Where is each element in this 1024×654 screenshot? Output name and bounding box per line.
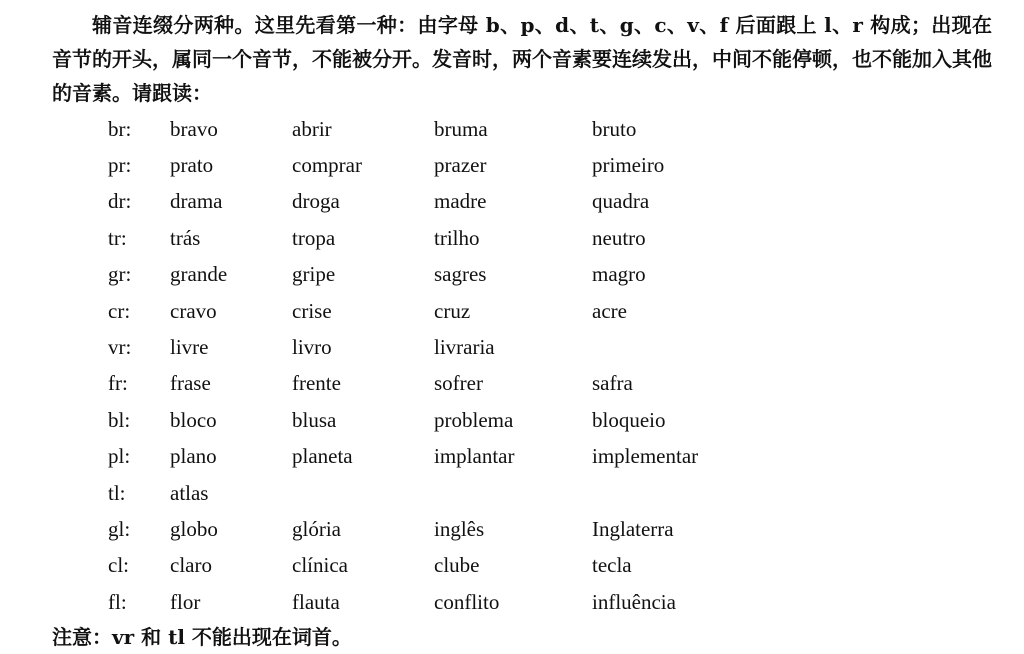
example-word: clube [434,553,480,578]
example-word: safra [592,371,633,396]
table-row [108,439,752,475]
table-row [108,511,752,547]
example-word: bruma [434,116,488,141]
example-word: prato [170,153,214,178]
table-row [108,584,752,620]
example-word: gripe [292,262,336,287]
table-row [108,220,752,256]
example-word: cravo [170,298,217,323]
consonant-cluster-table [108,111,752,620]
example-word: plano [170,444,217,469]
example-word: claro [170,553,212,578]
example-word: bravo [170,116,218,141]
table-row [108,548,752,584]
example-word: comprar [292,153,362,178]
cluster-label: tl: [108,480,126,505]
example-word: abrir [292,116,332,141]
table-row [108,184,752,220]
example-word: glória [292,516,341,541]
cluster-label: pr: [108,153,132,178]
example-word: frente [292,371,341,396]
example-word: flauta [292,589,340,614]
example-word: trás [170,225,201,250]
example-word: livro [292,335,332,360]
example-word: magro [592,262,646,287]
example-word: flor [170,589,201,614]
cluster-label: bl: [108,407,131,432]
example-word: madre [434,189,487,214]
example-word: inglês [434,516,485,541]
example-word: drama [170,189,223,214]
note-line [52,622,352,652]
example-word: tropa [292,225,336,250]
example-word [592,475,752,511]
cluster-label: br: [108,116,132,141]
example-word: planeta [292,444,353,469]
example-word: globo [170,516,218,541]
example-word: grande [170,262,228,287]
example-word: atlas [170,480,209,505]
note-label: 注意 [52,625,92,649]
table-row [108,402,752,438]
intro-paragraph: 辅音连缀分两种。这里先看第一种：由字母 b、p、d、t、g、c、v、f 后面跟上 l、r 构成；出现在音节的开头，属同一个音节，不能被分开。发音时，两个音素要连续发出，中间不能停顿，也不能加入其他的音素。请跟读： [52,13,992,105]
example-word: quadra [592,189,650,214]
table-body [108,111,752,620]
example-word [292,475,434,511]
cluster-label: pl: [108,444,131,469]
cluster-label: cl: [108,553,129,578]
note-text: vr 和 tl 不能出现在词首。 [112,625,352,649]
example-word: crise [292,298,332,323]
cluster-label: gl: [108,516,131,541]
example-word: sofrer [434,371,483,396]
cluster-label: fl: [108,589,127,614]
example-word: tecla [592,553,632,578]
note-colon: ： [92,625,112,649]
example-word: frase [170,371,211,396]
table-row [108,366,752,402]
example-word: livre [170,335,209,360]
example-word: clínica [292,553,348,578]
example-word: blusa [292,407,337,432]
example-word [592,329,752,365]
example-word: droga [292,189,340,214]
table-row [108,147,752,183]
example-word: implantar [434,444,515,469]
table-row [108,329,752,365]
cluster-label: gr: [108,262,132,287]
cluster-label: vr: [108,335,132,360]
cluster-label: dr: [108,189,132,214]
example-word: conflito [434,589,500,614]
table-row [108,257,752,293]
example-word: trilho [434,225,480,250]
example-word: livraria [434,335,495,360]
cluster-label: fr: [108,371,128,396]
cluster-label: cr: [108,298,131,323]
table-row [108,475,752,511]
example-word: primeiro [592,153,665,178]
example-word [434,475,592,511]
example-word: Inglaterra [592,516,674,541]
example-word: acre [592,298,627,323]
example-word: neutro [592,225,646,250]
example-word: cruz [434,298,471,323]
example-word: prazer [434,153,487,178]
cluster-label: tr: [108,225,127,250]
example-word: bloqueio [592,407,666,432]
example-word: sagres [434,262,487,287]
example-word: bloco [170,407,217,432]
example-word: problema [434,407,514,432]
table-row [108,111,752,147]
example-word: implementar [592,444,699,469]
example-word: influência [592,589,676,614]
example-word: bruto [592,116,637,141]
table-row [108,293,752,329]
